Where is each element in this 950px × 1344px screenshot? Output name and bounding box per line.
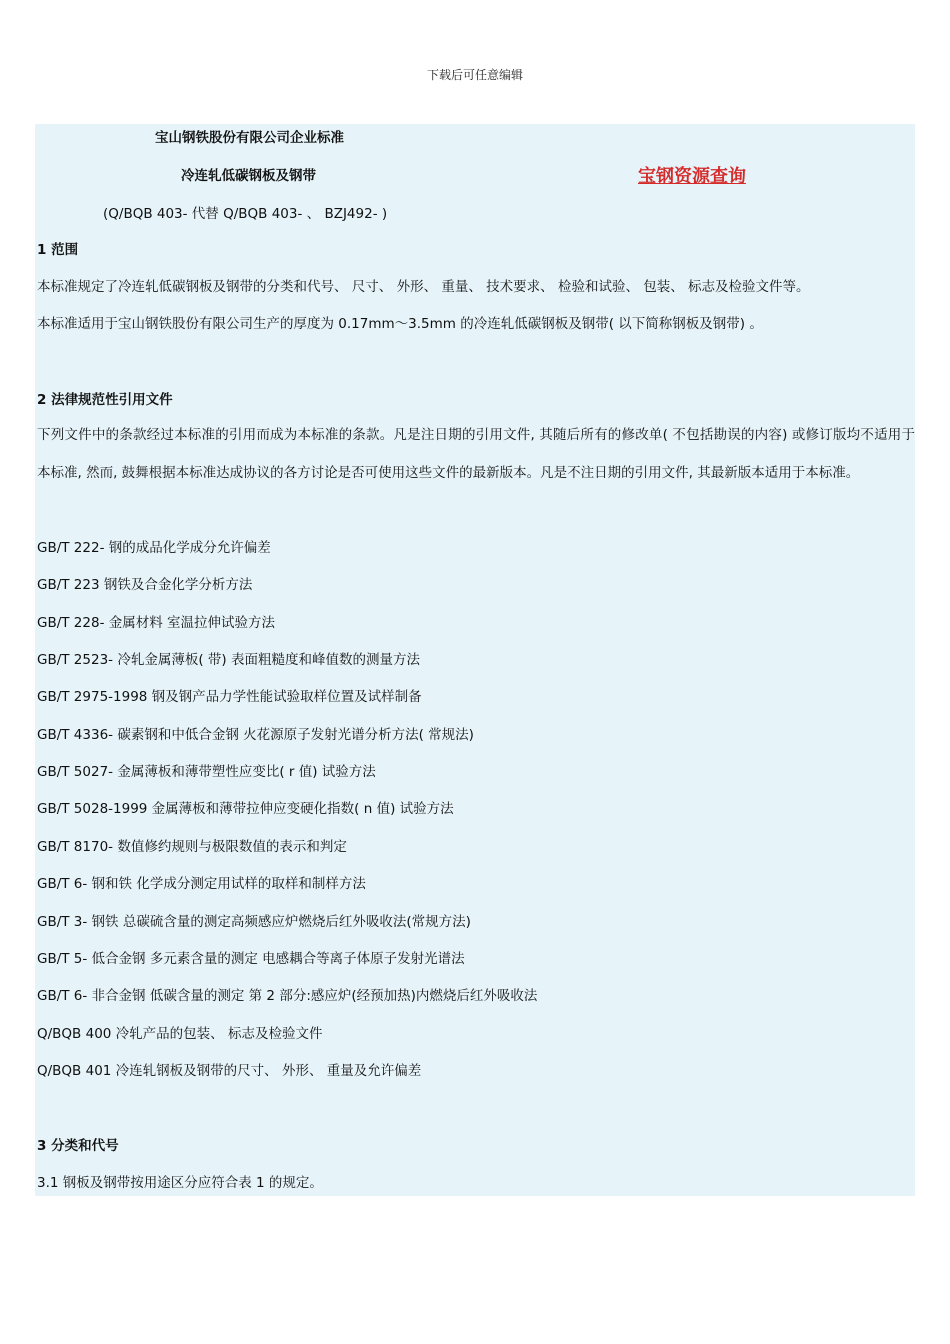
reference-item: GB/T 3- 钢铁 总碳硫含量的测定高频感应炉燃烧后红外吸收法(常规方法) bbox=[37, 914, 471, 930]
section-3-heading: 3 分类和代号 bbox=[37, 1138, 119, 1154]
document-body bbox=[35, 124, 915, 1196]
reference-item: Q/BQB 401 冷连轧钢板及钢带的尺寸、 外形、 重量及允许偏差 bbox=[37, 1063, 422, 1079]
reference-item: GB/T 2975-1998 钢及钢产品力学性能试验取样位置及试样制备 bbox=[37, 689, 422, 705]
company-standard: 宝山钢铁股份有限公司企业标准 bbox=[155, 130, 344, 146]
section-1-para-1: 本标准规定了冷连轧低碳钢板及钢带的分类和代号、 尺寸、 外形、 重量、 技术要求、 检验和试验、 包装、 标志及检验文件等。 bbox=[37, 279, 810, 295]
reference-item: GB/T 4336- 碳素钢和中低合金钢 火花源原子发射光谱分析方法( 常规法) bbox=[37, 727, 474, 743]
section-1-para-2: 本标准适用于宝山钢铁股份有限公司生产的厚度为 0.17mm～3.5mm 的冷连轧低碳钢板及钢带( 以下简称钢板及钢带) 。 bbox=[37, 316, 763, 332]
reference-item: Q/BQB 400 冷轧产品的包装、 标志及检验文件 bbox=[37, 1026, 323, 1042]
document-title: 冷连轧低碳钢板及钢带 bbox=[181, 168, 316, 184]
reference-item: GB/T 6- 非合金钢 低碳含量的测定 第 2 部分:感应炉(经预加热)内燃烧后红外吸收法 bbox=[37, 988, 538, 1004]
section-1-heading: 1 范围 bbox=[37, 242, 79, 258]
reference-item: GB/T 2523- 冷轧金属薄板( 带) 表面粗糙度和峰值数的测量方法 bbox=[37, 652, 420, 668]
resource-link[interactable]: 宝钢资源查询 bbox=[638, 166, 746, 187]
section-3-para-1: 3.1 钢板及钢带按用途区分应符合表 1 的规定。 bbox=[37, 1175, 323, 1191]
reference-item: GB/T 222- 钢的成品化学成分允许偏差 bbox=[37, 540, 271, 556]
reference-item: GB/T 223 钢铁及合金化学分析方法 bbox=[37, 577, 253, 593]
section-2-heading: 2 法律规范性引用文件 bbox=[37, 392, 173, 408]
header-note: 下载后可任意编辑 bbox=[426, 68, 523, 82]
reference-item: GB/T 5- 低合金钢 多元素含量的测定 电感耦合等离子体原子发射光谱法 bbox=[37, 951, 465, 967]
reference-item: GB/T 6- 钢和铁 化学成分测定用试样的取样和制样方法 bbox=[37, 876, 366, 892]
reference-item: GB/T 5028-1999 金属薄板和薄带拉伸应变硬化指数( n 值) 试验方法 bbox=[37, 801, 454, 817]
reference-item: GB/T 5027- 金属薄板和薄带塑性应变比( r 值) 试验方法 bbox=[37, 764, 376, 780]
reference-item: GB/T 228- 金属材料 室温拉伸试验方法 bbox=[37, 615, 276, 631]
standard-code: (Q/BQB 403- 代替 Q/BQB 403- 、 BZJ492- ) bbox=[103, 206, 388, 222]
reference-item: GB/T 8170- 数值修约规则与极限数值的表示和判定 bbox=[37, 839, 347, 855]
section-2-para: 下列文件中的条款经过本标准的引用而成为本标准的条款。凡是注日期的引用文件, 其随后所有的修改单( 不包括勘误的内容) 或修订版均不适用于本标准, 然而, 鼓舞根据本标准达成协议的各方讨论是否可使用这些文件的最新版本。凡是不注日期的引用文件, 其最新版本适用于本标准。 bbox=[37, 427, 915, 481]
